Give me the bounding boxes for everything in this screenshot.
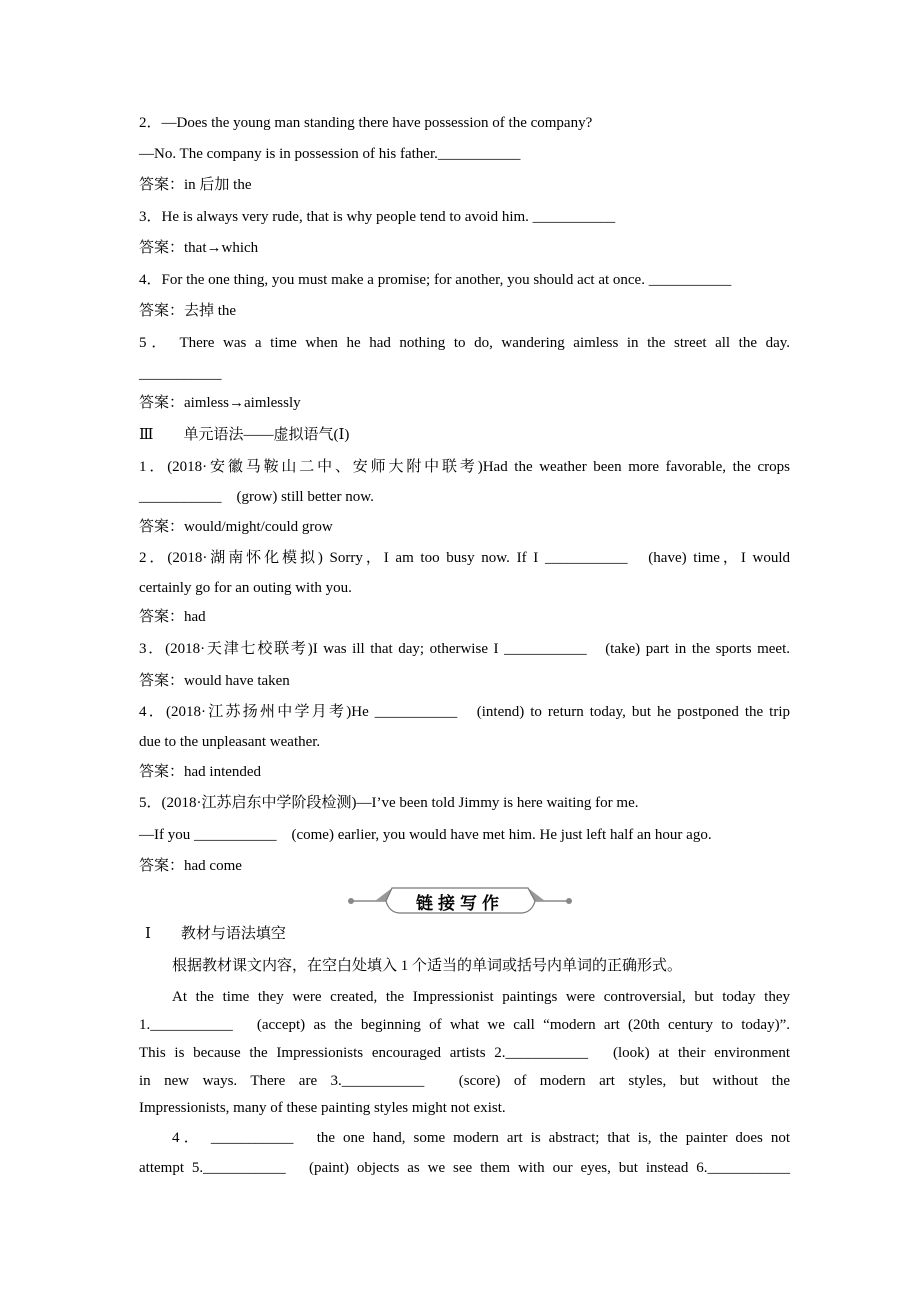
answer-line: 答案：had — [139, 609, 206, 625]
passage-line: At the time they were created, the Impressionist paintings were controversial, but today they — [172, 989, 790, 1005]
question-line: 1．(2018·安徽马鞍山二中、安师大附中联考)Had the weather been more favorable, the crops — [139, 459, 790, 475]
section-banner — [347, 885, 573, 915]
question-line: ___________ (grow) still better now. — [139, 489, 374, 505]
question-line: certainly go for an outing with you. — [139, 580, 352, 596]
answer-line: 答案：that→which — [139, 240, 259, 256]
question-line: 3．(2018·天津七校联考)I was ill that day; otherwise I ___________ (take) part in the sports meet. — [139, 641, 790, 657]
banner-title: 链接写作 — [416, 894, 504, 914]
question-line: —No. The company is in possession of his father.___________ — [139, 146, 521, 162]
passage-line: attempt 5.___________ (paint) objects as we see them with our eyes, but instead 6.___________ — [139, 1160, 790, 1176]
question-line: 2．—Does the young man standing there have possession of the company? — [139, 115, 593, 131]
answer-line: 答案：aimless→aimlessly — [139, 395, 301, 411]
passage-line: This is because the Impressionists encouraged artists 2.___________ (look) at their environment — [139, 1045, 790, 1061]
answer-line: 答案：would/might/could grow — [139, 519, 333, 535]
question-line: ___________ — [139, 366, 222, 382]
passage-line: 1.___________ (accept) as the beginning of what we call “modern art (20th century to today)”. — [139, 1017, 790, 1033]
question-line: 4．For the one thing, you must make a promise; for another, you should act at once. ___________ — [139, 272, 732, 288]
question-line: Ⅲ 单元语法——虚拟语气(Ⅰ) — [139, 427, 350, 443]
passage-line: in new ways. There are 3.___________ (score) of modern art styles, but without the — [139, 1073, 790, 1089]
passage-line: 4． ___________ the one hand, some modern art is abstract; that is, the painter does not — [172, 1130, 790, 1146]
section-heading: Ⅰ 教材与语法填空 — [145, 926, 286, 942]
question-line: 2．(2018·湖南怀化模拟) Sorry，I am too busy now. If I ___________ (have) time，I would — [139, 550, 790, 566]
question-line: 4．(2018·江苏扬州中学月考)He ___________ (intend) to return today, but he postponed the trip — [139, 704, 790, 720]
answer-line: 答案：had intended — [139, 764, 262, 780]
answer-line: 答案：in 后加 the — [139, 177, 252, 193]
instruction-text: 根据教材课文内容，在空白处填入 1 个适当的单词或括号内单词的正确形式。 — [172, 958, 683, 974]
answer-line: 答案：去掉 the — [139, 303, 237, 319]
question-line: due to the unpleasant weather. — [139, 734, 321, 750]
question-line: 3．He is always very rude, that is why people tend to avoid him. ___________ — [139, 209, 616, 225]
answer-line: 答案：had come — [139, 858, 242, 874]
question-line: 5． There was a time when he had nothing to do, wandering aimless in the street all the day. — [139, 335, 790, 351]
answer-line: 答案：would have taken — [139, 673, 290, 689]
question-line: 5．(2018·江苏启东中学阶段检测)—I’ve been told Jimmy is here waiting for me. — [139, 795, 639, 811]
question-line: —If you ___________ (come) earlier, you would have met him. He just left half an hour ago. — [139, 827, 712, 843]
passage-line: Impressionists, many of these painting styles might not exist. — [139, 1100, 506, 1116]
